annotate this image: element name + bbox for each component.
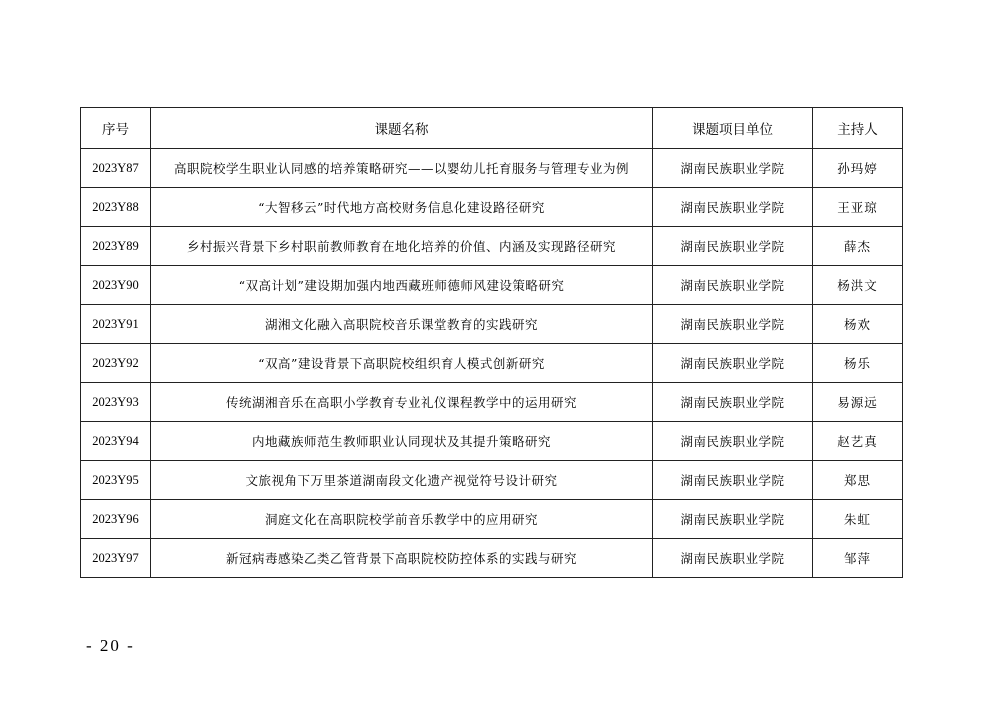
project-title-cell: “双高”建设背景下高职院校组织育人模式创新研究 [151, 344, 653, 383]
project-unit-cell: 湖南民族职业学院 [653, 383, 813, 422]
project-unit-cell: 湖南民族职业学院 [653, 188, 813, 227]
serial-number-cell: 2023Y93 [81, 383, 151, 422]
table-row [81, 149, 903, 188]
host-cell: 杨乐 [813, 344, 903, 383]
project-table [80, 107, 903, 578]
table-row [81, 383, 903, 422]
table-row [81, 422, 903, 461]
table-row [81, 305, 903, 344]
project-title-cell: 乡村振兴背景下乡村职前教师教育在地化培养的价值、内涵及实现路径研究 [151, 227, 653, 266]
host-cell: 邹萍 [813, 539, 903, 578]
host-cell: 朱虹 [813, 500, 903, 539]
project-unit-cell: 湖南民族职业学院 [653, 422, 813, 461]
header-project-unit: 课题项目单位 [653, 108, 813, 149]
serial-number-cell: 2023Y97 [81, 539, 151, 578]
serial-number-cell: 2023Y94 [81, 422, 151, 461]
table-row [81, 188, 903, 227]
serial-number-cell: 2023Y88 [81, 188, 151, 227]
host-cell: 杨欢 [813, 305, 903, 344]
host-cell: 郑思 [813, 461, 903, 500]
project-title-cell: 内地藏族师范生教师职业认同现状及其提升策略研究 [151, 422, 653, 461]
host-cell: 杨洪文 [813, 266, 903, 305]
project-unit-cell: 湖南民族职业学院 [653, 500, 813, 539]
project-title-cell: “大智移云”时代地方高校财务信息化建设路径研究 [151, 188, 653, 227]
serial-number-cell: 2023Y90 [81, 266, 151, 305]
project-title-cell: 高职院校学生职业认同感的培养策略研究——以婴幼儿托育服务与管理专业为例 [151, 149, 653, 188]
project-title-cell: 文旅视角下万里茶道湖南段文化遗产视觉符号设计研究 [151, 461, 653, 500]
project-unit-cell: 湖南民族职业学院 [653, 149, 813, 188]
serial-number-cell: 2023Y95 [81, 461, 151, 500]
table-row [81, 344, 903, 383]
project-title-cell: 湖湘文化融入高职院校音乐课堂教育的实践研究 [151, 305, 653, 344]
serial-number-cell: 2023Y91 [81, 305, 151, 344]
serial-number-cell: 2023Y87 [81, 149, 151, 188]
project-title-cell: 新冠病毒感染乙类乙管背景下高职院校防控体系的实践与研究 [151, 539, 653, 578]
host-cell: 薛杰 [813, 227, 903, 266]
header-serial-number: 序号 [81, 108, 151, 149]
project-title-cell: 传统湖湘音乐在高职小学教育专业礼仪课程教学中的运用研究 [151, 383, 653, 422]
project-unit-cell: 湖南民族职业学院 [653, 227, 813, 266]
serial-number-cell: 2023Y89 [81, 227, 151, 266]
project-unit-cell: 湖南民族职业学院 [653, 461, 813, 500]
table-row [81, 227, 903, 266]
table-row [81, 461, 903, 500]
header-project-title: 课题名称 [151, 108, 653, 149]
host-cell: 孙玛婷 [813, 149, 903, 188]
project-unit-cell: 湖南民族职业学院 [653, 305, 813, 344]
project-unit-cell: 湖南民族职业学院 [653, 266, 813, 305]
page-number: - 20 - [86, 636, 135, 655]
table-row [81, 266, 903, 305]
project-title-cell: 洞庭文化在高职院校学前音乐教学中的应用研究 [151, 500, 653, 539]
host-cell: 王亚琼 [813, 188, 903, 227]
serial-number-cell: 2023Y96 [81, 500, 151, 539]
serial-number-cell: 2023Y92 [81, 344, 151, 383]
host-cell: 易源远 [813, 383, 903, 422]
project-title-cell: “双高计划”建设期加强内地西藏班师德师风建设策略研究 [151, 266, 653, 305]
header-host: 主持人 [813, 108, 903, 149]
project-unit-cell: 湖南民族职业学院 [653, 344, 813, 383]
host-cell: 赵艺真 [813, 422, 903, 461]
table-header-row [81, 108, 903, 149]
project-unit-cell: 湖南民族职业学院 [653, 539, 813, 578]
table-row [81, 500, 903, 539]
table-row [81, 539, 903, 578]
